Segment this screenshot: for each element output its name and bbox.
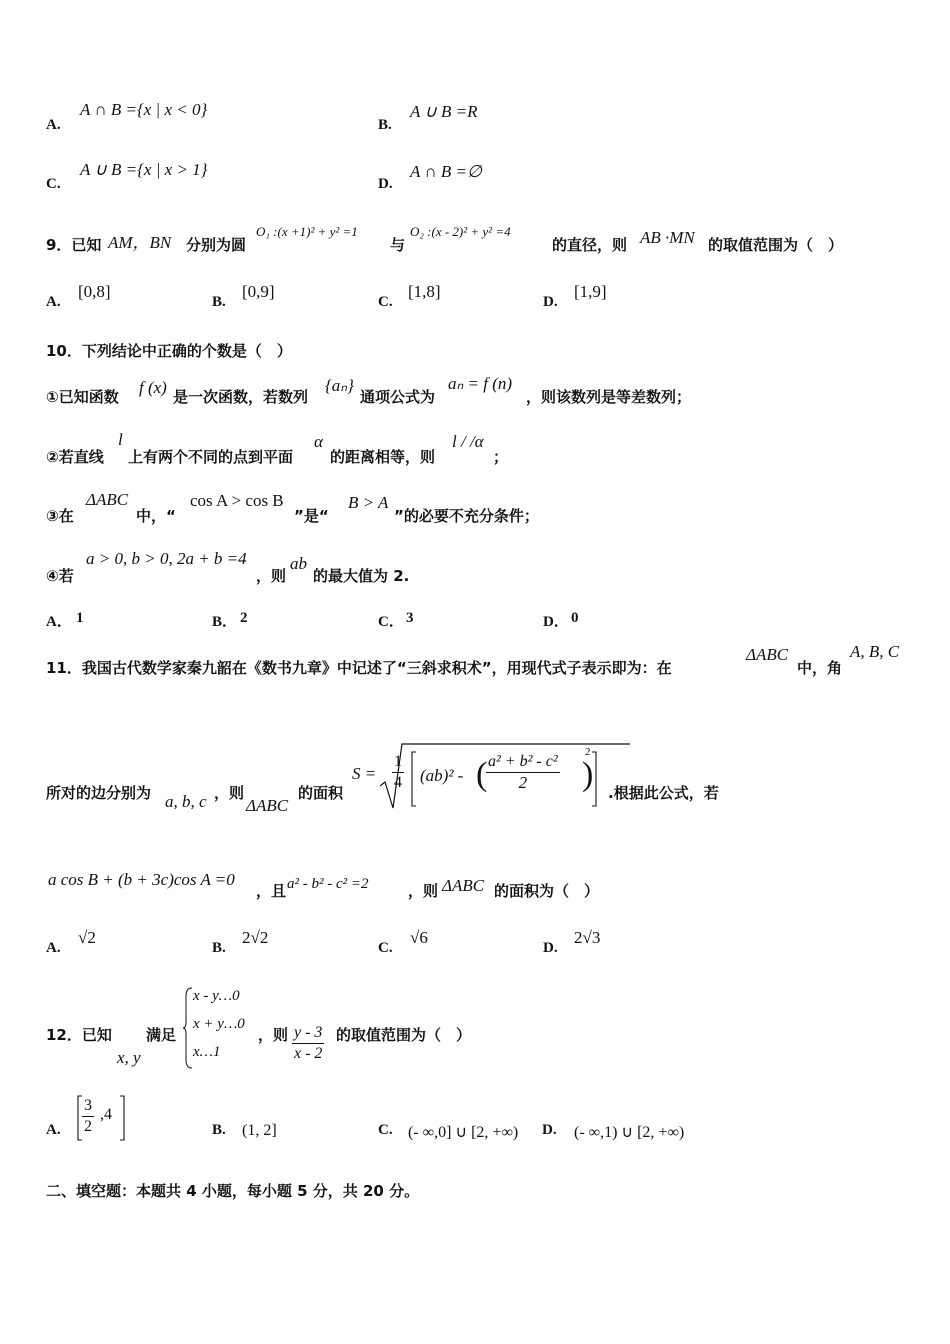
q9-option-a-label: A. — [46, 294, 61, 310]
q10-s2-b: 上有两个不同的点到平面 — [128, 448, 294, 466]
q9-option-c: [1,8] — [408, 282, 441, 301]
q10-option-d-label: D． — [543, 614, 569, 630]
q8-option-d: A ∩ B =∅ — [410, 162, 482, 181]
q11-line2-b: ，则 — [214, 784, 245, 802]
q10-s1-fx: f (x) — [139, 378, 167, 397]
q9-option-d-label: D. — [543, 294, 558, 310]
q10-stem: 10．下列结论中正确的个数是（ ） — [46, 342, 292, 360]
q10-s3-d: ”的必要不充分条件； — [394, 507, 539, 525]
q10-s2-a: ②若直线 — [46, 448, 104, 466]
q10-s4-b: ，则 — [256, 567, 287, 585]
q10-s4-a: ④若 — [46, 567, 74, 585]
q11-line2-d: .根据此公式，若 — [608, 784, 719, 802]
q10-option-c-label: C． — [378, 614, 404, 630]
q12-option-c: (- ∞,0] ∪ [2, +∞) — [408, 1124, 519, 1141]
q11-line1-tri: ΔABC — [746, 645, 789, 664]
q9-circle2: O₂ :(x - 2)² + y² =4 — [410, 224, 511, 239]
q12-vars: x, y — [117, 1048, 141, 1067]
q9-option-b: [0,9] — [242, 282, 275, 301]
q10-s2-c: 的距离相等，则 — [330, 448, 436, 466]
q12-sys1: x - y…0 — [193, 988, 240, 1004]
q11-formula-s: S = — [352, 764, 377, 783]
q11-line3-b: ，则 — [408, 882, 439, 900]
q12-option-d-label: D. — [542, 1122, 557, 1138]
q11-option-d: 2√3 — [574, 928, 601, 947]
q12-frac-den: x - 2 — [294, 1045, 323, 1062]
q10-s2-l: l — [118, 430, 123, 449]
q10-s1-c: 通项公式为 — [360, 388, 436, 406]
q11-inner-fraction — [486, 752, 560, 793]
q8-option-c: A ∪ B ={x | x > 1} — [80, 160, 208, 179]
q12-sys2: x + y…0 — [193, 1016, 245, 1032]
q11-option-a-label: A. — [46, 940, 61, 956]
q10-s3-b: 中，“ — [136, 507, 176, 525]
q10-option-b-label: B． — [212, 614, 238, 630]
q10-option-b: 2 — [240, 610, 248, 626]
q10-s4-ab: ab — [290, 554, 307, 573]
q9-vectors: AM，BN — [108, 233, 172, 252]
q11-line2-sides: a, b, c — [165, 792, 207, 811]
q10-s2-d: ； — [493, 448, 509, 466]
q12-mid2: ，则 — [258, 1026, 289, 1044]
q11-option-a: √2 — [78, 928, 96, 947]
q11-option-c: √6 — [410, 928, 428, 947]
q9-suffix: 的取值范围为（ ） — [708, 236, 844, 254]
q12-option-b-label: B. — [212, 1122, 226, 1138]
q8-option-a-label: A. — [46, 117, 61, 133]
q12-option-a-label: A. — [46, 1122, 61, 1138]
q9-mid2: 与 — [390, 236, 406, 254]
q12-option-a-num: 3 — [82, 1096, 94, 1117]
q11-inner-num: a² + b² - c² — [486, 752, 560, 773]
q9-option-c-label: C. — [378, 294, 393, 310]
q12-option-a-rest: ,4 — [100, 1106, 112, 1123]
q8-option-d-label: D. — [378, 176, 393, 192]
q9-mid1: 分别为圆 — [186, 236, 247, 254]
q11-line2-c: 的面积 — [298, 784, 344, 802]
q11-formula-square: 2 — [585, 746, 591, 758]
q10-option-c: 3 — [406, 610, 414, 626]
q11-quarter — [392, 752, 404, 793]
q12-fraction — [292, 1023, 324, 1064]
q10-option-a: 1 — [76, 610, 84, 626]
q11-paren-left: ( — [476, 756, 488, 793]
q9-prefix: 9．已知 — [46, 236, 102, 254]
q11-line2-tri: ΔABC — [246, 796, 289, 815]
q9-product: AB ·MN — [640, 228, 695, 247]
q11-option-c-label: C. — [378, 940, 393, 956]
q11-quarter-den: 4 — [394, 774, 402, 791]
q11-line1-b: 中，角 — [797, 659, 843, 677]
q10-s4-c: 的最大值为 2. — [313, 567, 410, 585]
q12-option-b: (1, 2] — [242, 1122, 277, 1139]
q10-option-a-label: A． — [46, 614, 72, 630]
q10-option-d: 0 — [571, 610, 579, 626]
q11-formula-ab: (ab)² - — [420, 766, 464, 785]
q10-s1-a: ①已知函数 — [46, 388, 119, 406]
q8-option-c-label: C. — [46, 176, 61, 192]
q10-s2-rel: l / /α — [452, 432, 484, 451]
q12-option-a-den: 2 — [84, 1118, 92, 1135]
q10-s4-cond: a > 0, b > 0, 2a + b =4 — [86, 549, 247, 568]
q12-option-a-frac — [82, 1096, 94, 1137]
q9-option-b-label: B. — [212, 294, 226, 310]
q11-paren-right: ) — [582, 756, 594, 793]
q12-suffix: 的取值范围为（ ） — [336, 1026, 472, 1044]
q12-mid: 满足 — [146, 1026, 177, 1044]
section-2-heading: 二、填空题：本题共 4 小题，每小题 5 分，共 20 分。 — [46, 1182, 420, 1200]
q11-line3-c: 的面积为（ ） — [494, 882, 600, 900]
q12-frac-num: y - 3 — [292, 1023, 324, 1044]
q8-option-a: A ∩ B ={x | x < 0} — [80, 100, 208, 119]
q9-option-a: [0,8] — [78, 282, 111, 301]
q11-inner-den: 2 — [518, 773, 528, 792]
q11-line3-tri: ΔABC — [442, 876, 485, 895]
q12-prefix: 12．已知 — [46, 1026, 112, 1044]
q10-s3-cond1: cos A > cos B — [190, 491, 284, 510]
q11-line3-eq: a cos B + (b + 3c)cos A =0 — [48, 870, 235, 889]
q11-line1-angles: A, B, C — [850, 642, 900, 661]
q11-line3-eq2: a² - b² - c² =2 — [287, 876, 369, 892]
q10-s1-b: 是一次函数，若数列 — [173, 388, 309, 406]
q10-s1-formula: aₙ = f (n) — [448, 374, 513, 393]
q9-option-d: [1,9] — [574, 282, 607, 301]
q11-line2-a: 所对的边分别为 — [46, 784, 152, 802]
q11-line1-a: 11．我国古代数学家秦九韶在《数书九章》中记述了“三斜求积术”，用现代式子表示即为：在 — [46, 659, 672, 677]
q9-mid3: 的直径，则 — [552, 236, 628, 254]
q8-option-b: A ∪ B =R — [410, 102, 478, 121]
q9-circle1: O₁ :(x +1)² + y² =1 — [256, 224, 358, 239]
q8-option-b-label: B. — [378, 117, 392, 133]
q11-option-d-label: D. — [543, 940, 558, 956]
q10-s1-seq: {aₙ} — [325, 376, 354, 395]
q12-option-d: (- ∞,1) ∪ [2, +∞) — [574, 1124, 685, 1141]
q10-s3-c: ”是“ — [294, 507, 329, 525]
q10-s3-a: ③在 — [46, 507, 74, 525]
q11-line3-a: ，且 — [256, 882, 287, 900]
q12-option-c-label: C. — [378, 1122, 393, 1138]
q11-quarter-num: 1 — [392, 752, 404, 773]
q12-sys3: x…1 — [193, 1044, 221, 1060]
q10-s3-tri: ΔABC — [86, 490, 129, 509]
q11-option-b: 2√2 — [242, 928, 269, 947]
q10-s3-cond2: B > A — [348, 493, 389, 512]
q10-s2-alpha: α — [314, 432, 323, 451]
q11-option-b-label: B. — [212, 940, 226, 956]
q10-s1-d: ，则该数列是等差数列； — [526, 388, 692, 406]
